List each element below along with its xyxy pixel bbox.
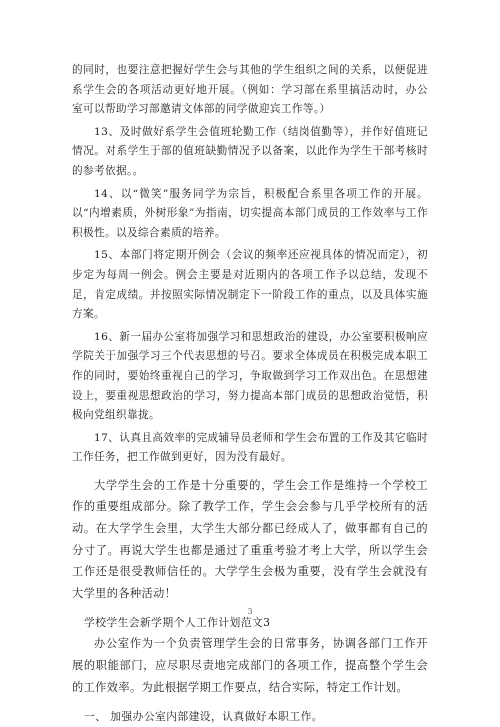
paragraph-item-16: 16、新一届办公室将加强学习和思想政治的建设，办公室要积极响应学院关于加强学习三个代表思想的号召。要求全体成员在积极完成本职工作的同时，要始终重视自己的学习，争取做到学习工作双出色。在思想建设上，要重视思想政治的学习，努力提高本部门成员的思想政治觉悟，积极向党组织靠拢。 — [72, 330, 428, 422]
body-text — [72, 61, 428, 727]
section-title: 学校学生会新学期个人工作计划范文3 — [84, 616, 271, 630]
paragraph-item-14: 14、以“微笑”服务同学为宗旨，积极配合系里各项工作的开展。以“内增素质，外树形象”为指南，切实提高本部门成员的工作效率与工作积极性。以及综合素质的培养。 — [72, 187, 428, 239]
paragraph-item-15: 15、本部门将定期开例会（会议的频率还应视具体的情况而定），初步定为每周一例会。例会主要是对近期内的各项工作予以总结，发现不足，肯定成绩。并按照实际情况制定下一阶段工作的重点，以及具体实施方案。 — [72, 249, 428, 321]
page-number: 3 — [247, 607, 253, 616]
paragraph-summary: 大学学生会的工作是十分重要的，学生会工作是维持一个学校工作的重要组成部分。除了教学工作，学生会会参与几乎学校所有的活动。在大学学生会里，大学生大部分都已经成人了，做事都有自己的分寸了。再说大学生也都是通过了重重考验才考上大学，所以学生会工作还是很受教师信任的。大学学生会极为重要，没有学生会就没有大学里的各种活动！ — [72, 478, 428, 600]
subheading: 一、 加强办公室内部建设，认真做好本职工作。 — [84, 710, 323, 724]
paragraph-continued: 的同时，也要注意把握好学生会与其他的学生组织之间的关系，以便促进系学生会的各项活动更好地开展。（例如：学习部在系里搞活动时，办公室可以帮助学习部邀请文体部的同学做迎宾工作等。） — [72, 64, 428, 116]
paragraph-item-17: 17、认真且高效率的完成辅导员老师和学生会布置的工作及其它临时工作任务，把工作做到更好，因为没有最好。 — [72, 431, 428, 464]
paragraph-item-13: 13、及时做好系学生会值班轮勤工作（结岗值勤等），并作好值班记情况。对系学生于部的值班缺勤情况予以备案，以此作为学生干部考核时的参考依据。。 — [72, 125, 428, 177]
paragraph-intro: 办公室作为一个负责管理学生会的日常事务，协调各部门工作开展的职能部门，应尽职尽责地完成部门的各项工作，提高整个学生会的工作效率。为此根据学期工作要点，结合实际，特定工作计划。 — [72, 637, 428, 694]
